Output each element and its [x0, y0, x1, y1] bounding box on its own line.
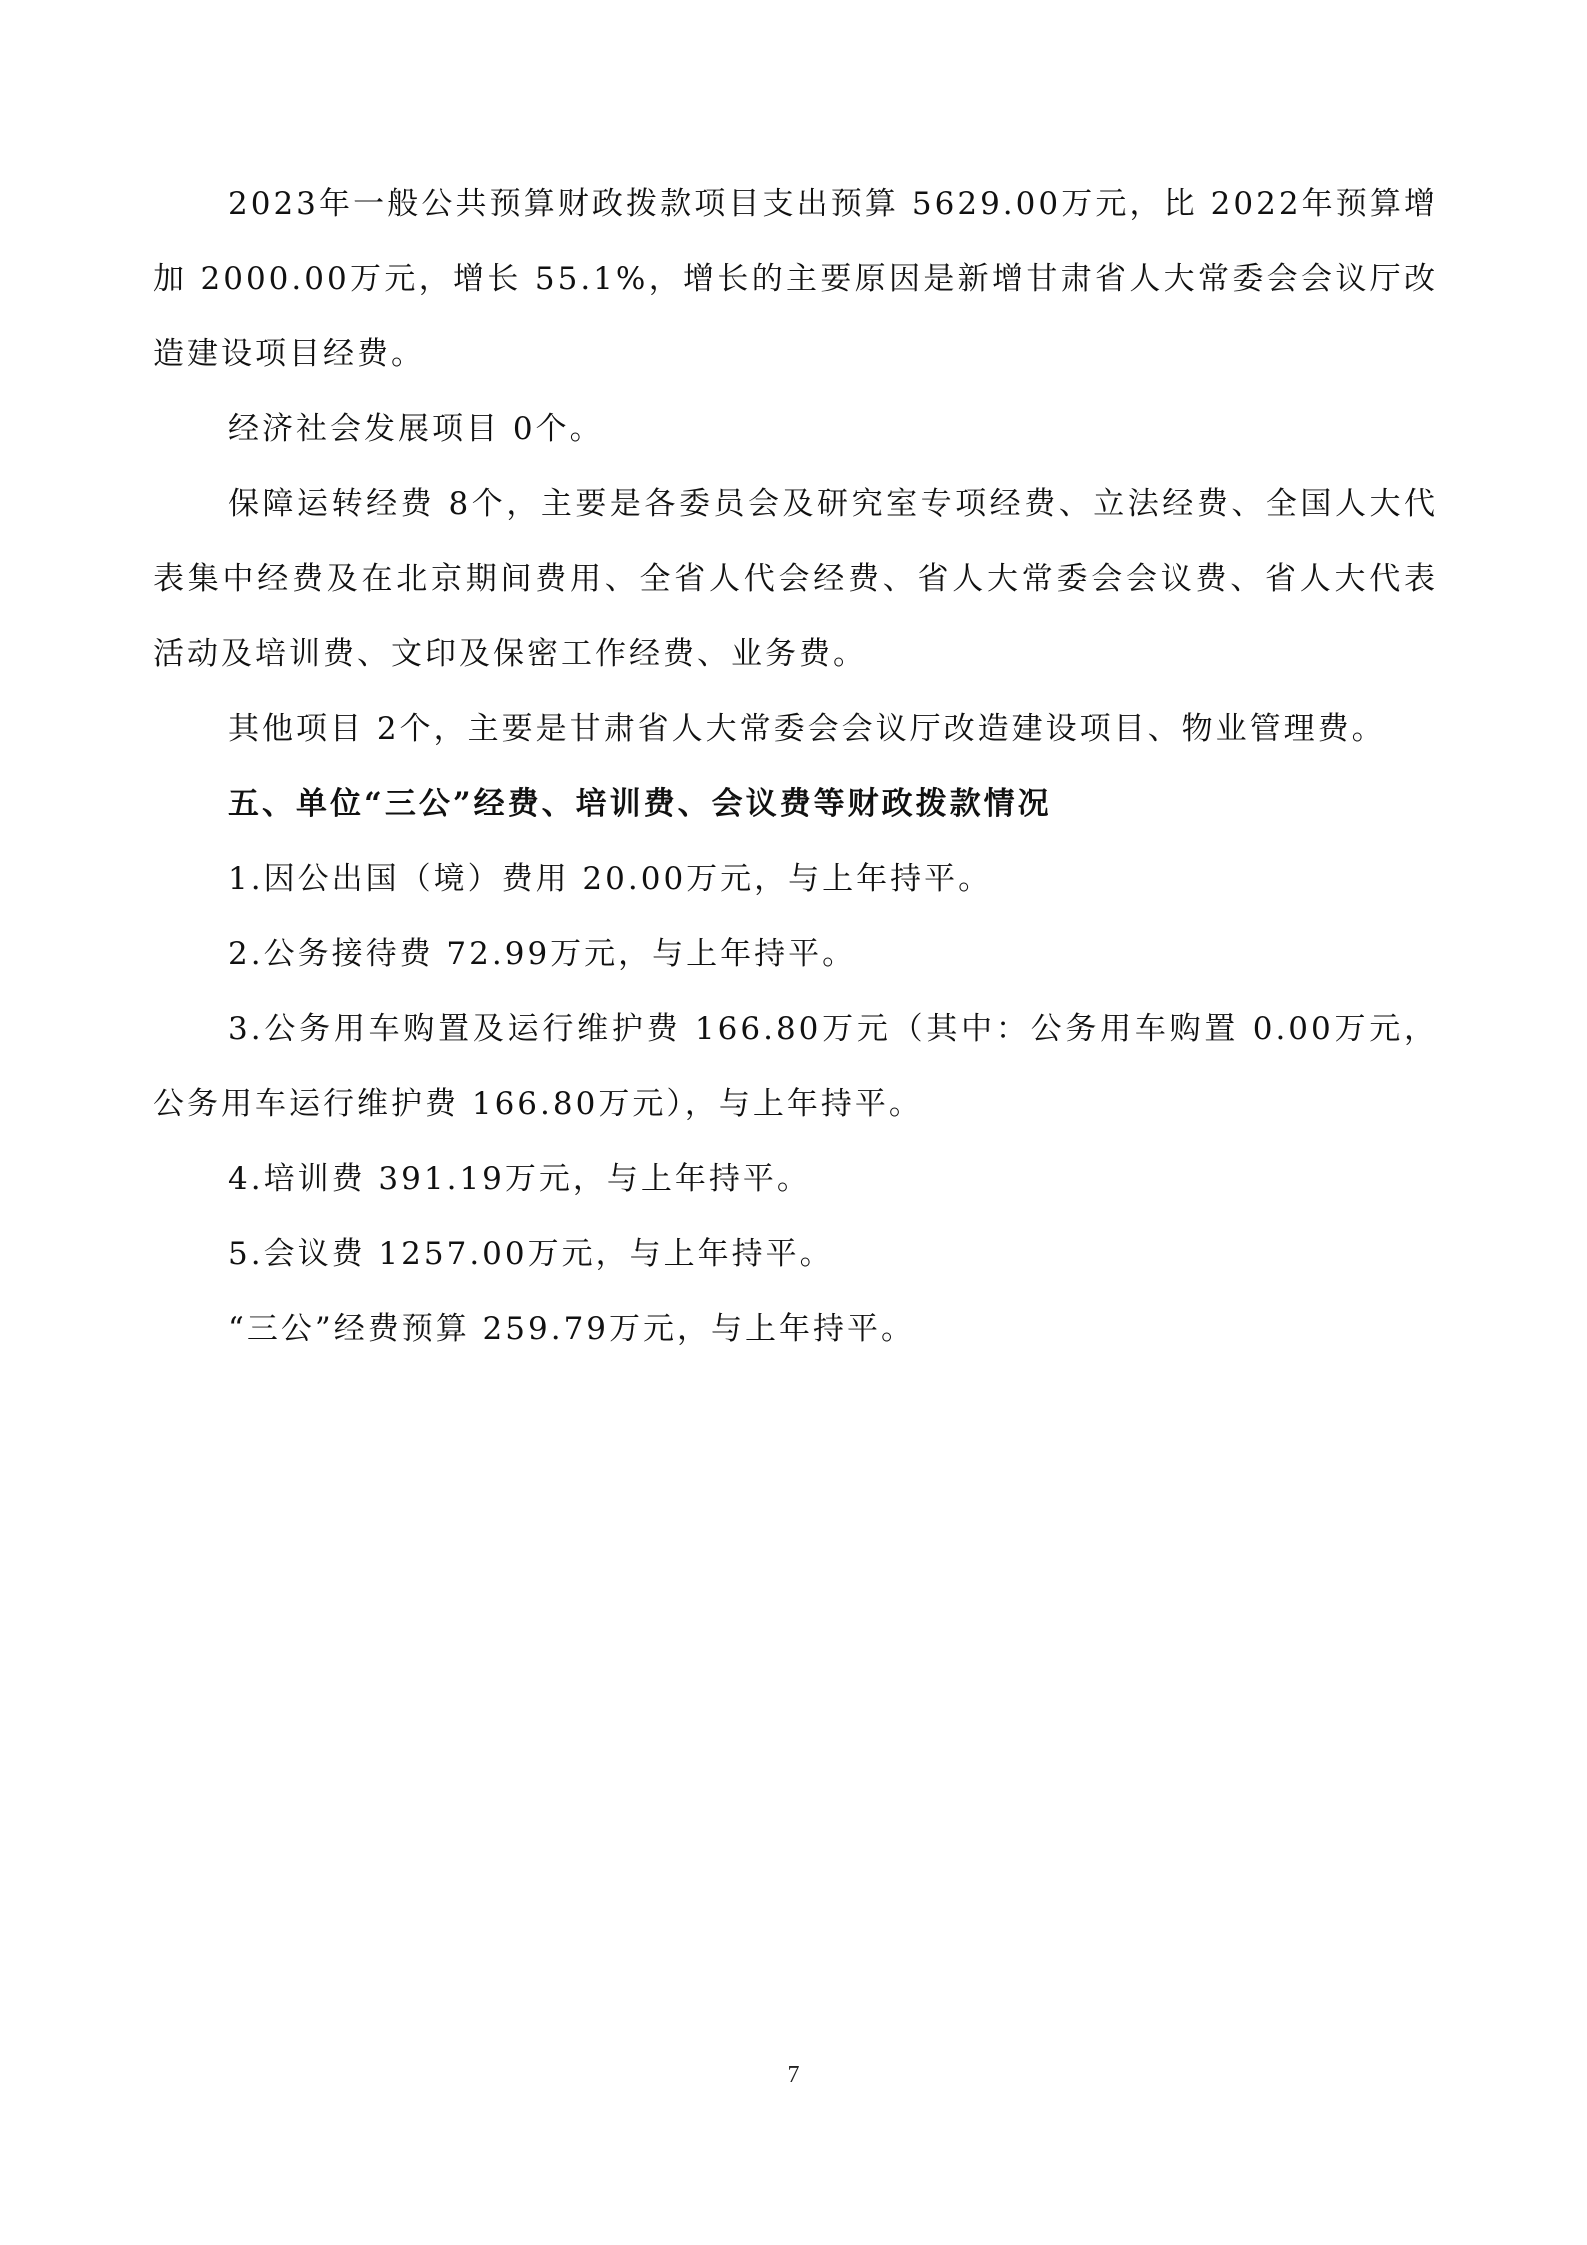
list-item-overseas-travel: 1.因公出国（境）费用 20.00万元，与上年持平。 — [228, 861, 993, 897]
list-item-meetings: 5.会议费 1257.00万元，与上年持平。 — [228, 1236, 834, 1272]
list-item-training: 4.培训费 391.19万元，与上年持平。 — [228, 1161, 811, 1197]
paragraph-project-expenditure: 2023年一般公共预算财政拨款项目支出预算 5629.00万元，比 2022年预算增加 2000.00万元，增长 55.1%，增长的主要原因是新增甘肃省人大常委会会议厅改造建设项目经费。 — [153, 186, 1438, 372]
paragraph-other-projects: 其他项目 2个，主要是甘肃省人大常委会会议厅改造建设项目、物业管理费。 — [228, 711, 1386, 747]
page-number: 7 — [787, 2062, 800, 2088]
paragraph-operation-funds: 保障运转经费 8个，主要是各委员会及研究室专项经费、立法经费、全国人大代表集中经费及在北京期间费用、全省人代会经费、省人大常委会会议费、省人大代表活动及培训费、文印及保密工作经费、业务费。 — [153, 486, 1438, 672]
paragraph-economic-projects: 经济社会发展项目 0个。 — [228, 411, 604, 447]
section-heading: 五、单位“三公”经费、培训费、会议费等财政拨款情况 — [228, 786, 1052, 822]
summary-three-public: “三公”经费预算 259.79万元，与上年持平。 — [228, 1311, 916, 1347]
list-item-reception: 2.公务接待费 72.99万元，与上年持平。 — [228, 936, 857, 972]
document-body — [153, 167, 1438, 1367]
list-item-official-vehicles: 3.公务用车购置及运行维护费 166.80万元（其中：公务用车购置 0.00万元，公务用车运行维护费 166.80万元），与上年持平。 — [153, 1011, 1438, 1122]
